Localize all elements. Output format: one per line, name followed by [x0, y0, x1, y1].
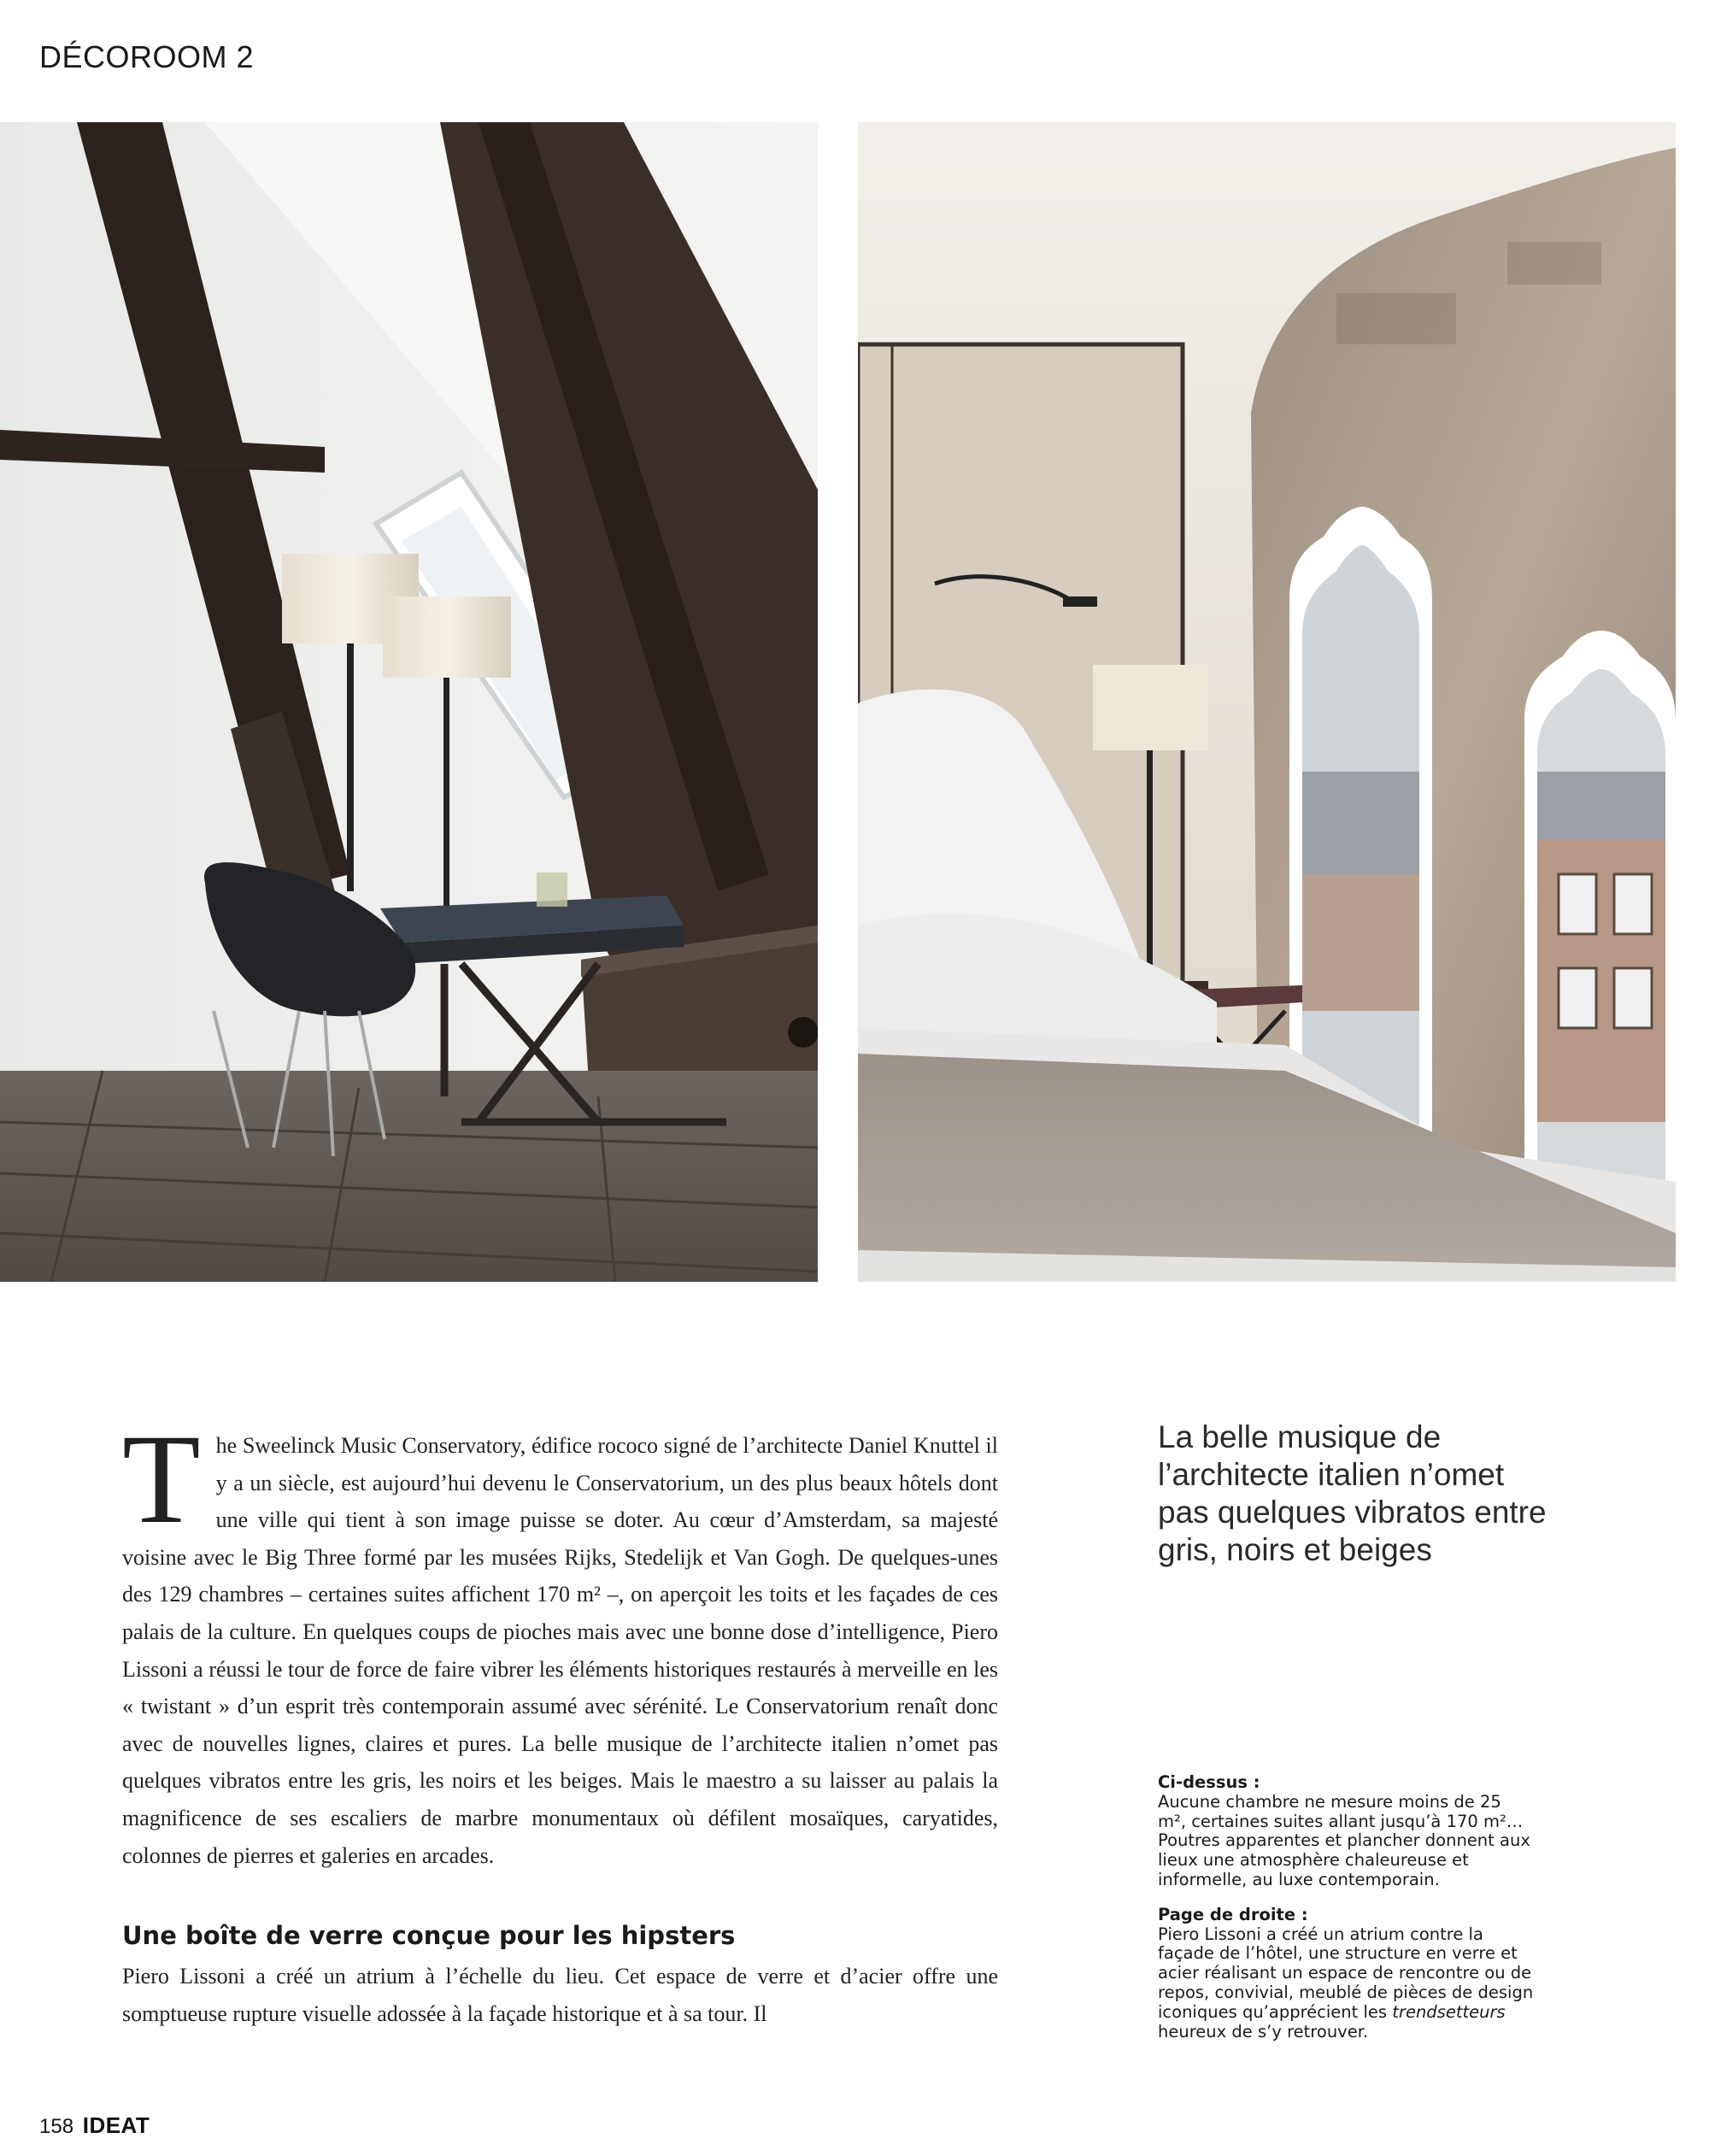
page-footer [39, 2112, 150, 2139]
caption-right-text: Piero Lissoni a créé un atrium contre la façade de l’hôtel, une structure en verre et acier réalisant un espace de rencontre ou de repos, convivial, meublé de pièces de design iconiques qu’apprécient les [1158, 1924, 1534, 2022]
article-paragraph-1 [122, 1408, 998, 1874]
article-subheading: Une boîte de verre conçue pour les hipsters [122, 1921, 736, 1951]
caption-right-emphasis: trendsetteurs [1392, 2001, 1506, 2022]
caption-right-heading: Page de droite : [1158, 1904, 1308, 1924]
photo-attic-bedroom-desk [0, 122, 818, 1282]
drop-cap: T [122, 1408, 201, 1550]
caption-right-text-end: heureux de s’y retrouver. [1158, 2021, 1369, 2041]
magazine-logo: IDEAT [82, 2112, 150, 2138]
page-number: 158 [39, 2115, 74, 2138]
photo-bedroom-arched-windows [858, 122, 1676, 1282]
caption-above [1158, 1773, 1534, 1890]
pull-quote: La belle musique de l’architecte italien n’omet pas quelques vibratos entre gris, noirs et beiges [1158, 1419, 1547, 1567]
caption-above-heading: Ci-dessus : [1158, 1772, 1260, 1792]
caption-above-text: Aucune chambre ne mesure moins de 25 m², certaines suites allant jusqu’à 170 m²… Poutres apparentes et plancher donnent aux lieux une atmosphère chaleureuse et informelle, au luxe contemporain. [1158, 1791, 1530, 1889]
article-body [122, 1408, 998, 2032]
section-label: DÉCOROOM 2 [39, 39, 255, 74]
article-paragraph-2: Piero Lissoni a créé un atrium à l’échelle du lieu. Cet espace de verre et d’acier offre une somptueuse rupture visuelle adossée à la façade historique et à sa tour. Il [122, 1964, 998, 2026]
photo-captions [1158, 1773, 1534, 2057]
caption-right-page [1158, 1906, 1534, 2042]
article-paragraph-1-text: he Sweelinck Music Conservatory, édifice rococo signé de l’architecte Daniel Knuttel il y a un siècle, est aujourd’hui devenu le Conservatorium, un des plus beaux hôtels dont une ville qui tient à son image puisse se doter. Au cœur d’Amsterdam, sa majesté voisine avec le Big Three formé par les musées Rijks, Stedelijk et Van Gogh. De quelques-unes des 129 chambres – certaines suites affichent 170 m² –, on aperçoit les toits et les façades de ces palais de la culture. En quelques coups de pioches mais avec une bonne dose d’intelligence, Piero Lissoni a réussi le tour de force de faire vibrer les éléments historiques restaurés à merveille en les « twistant » d’un esprit très contemporain assumé avec sérénité. Le Conservatorium renaît donc avec de nouvelles lignes, claires et pures. La belle musique de l’architecte italien n’omet pas quelques vibratos entre les gris, les noirs et les beiges. Mais le maestro a su laisser au palais la magnificence de ses escaliers de marbre monumentaux où défilent mosaïques, caryatides, colonnes de pierres et galeries en arcades. [122, 1433, 998, 1868]
